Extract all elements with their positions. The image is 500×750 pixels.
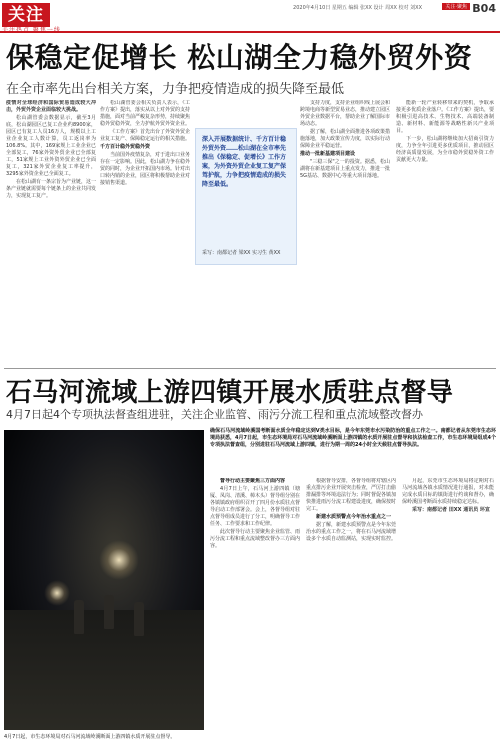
article1-paragraph: 能新一轮产业转移带来的契机，争取承接更多优质企业落户。《工作方案》提出，要积极引进高技术、生物技术、高端装备制造、新材料、新能源等战略性新兴产业项目。 <box>396 100 494 134</box>
article2-column-1 <box>210 478 300 744</box>
photo-flashlight <box>44 580 70 606</box>
article1-column-2 <box>100 100 190 362</box>
article2-paragraph: 根据督导安排，各督导组将对辖区内重点排污企业开展突击检查，严厉打击偷排漏排等环境违法行为；同时督促各镇加快推进雨污分流工程建设进度，确保按时完工。 <box>306 478 396 512</box>
article2-column-3 <box>402 478 494 744</box>
photo-flashlight <box>99 540 139 580</box>
photo-inspector-figure <box>74 600 84 634</box>
article2-lead: 确保石马河流域岭溪国考断面水质全年稳定达到Ⅴ类水目标，是今年东莞市水污染防治的重点工作之一。南都记者从东莞市生态环境局获悉，4月7日起，市生态环境局对石马河流域岭溪断面上游四镇的水质开展驻点督导和执法检查工作，市生态环境局组成4个专项执法督查组，分别进驻石马河流域上游四镇，进行为期一周的24小时全天候驻点督导执法。 <box>210 428 496 448</box>
photo-inspector-figure <box>104 595 114 629</box>
section-tag: 关注·聚焦 <box>442 3 470 10</box>
article-separator <box>4 368 496 369</box>
article1-section-heading: 千方百计稳外贸稳外资 <box>100 144 151 150</box>
article2-photo <box>4 430 204 730</box>
article2-section-heading: 新建水质预警点今年治水重点之一 <box>316 514 392 520</box>
article1-paragraph: 疫情对全球经济和国际贸易造成较大冲击，外贸外资企业面临较大挑战。 <box>6 100 96 113</box>
article1-headline: 保稳定促增长 松山湖全力稳外贸外资 <box>6 41 473 74</box>
article1-paragraph: 松山湖管委会相关负责人表示，《工作方案》提出，落实从以上对外贸的支持措施，面对当前严峻复杂形势，持续聚焦稳外贸稳外资，全力护航外贸外资企业。 <box>100 100 190 127</box>
article2-column-2 <box>306 478 396 744</box>
article2-paragraph: 4月7日上午，石马河上游四镇（塘厦、凤岗、清溪、樟木头）督导组分别在各镇镇政府组织召开了四月份水质驻点督导启动工作部署会。会上，各督导组对驻点督导组成员进行了分工，明确督导工作任务、工作要求和工作纪律。 <box>210 486 300 527</box>
article1-column-3 <box>300 100 390 362</box>
article1-paragraph: 《工作方案》首先出台了外资外贸企业复工复产、保障稳定运行的相关措施。 <box>100 129 190 142</box>
article1-paragraph: "三稳三保"之一的投资。据悉，松山湖将在新基建项目上重点发力，推进一批5G基站、数据中心等重大项目落地。 <box>300 159 390 179</box>
sidebar-credit: 采写：南都记者 梁XX 实习生 黄XX <box>202 250 281 256</box>
article2-section-heading: 督导行动主要聚焦三方面内容 <box>220 478 286 484</box>
article1-column-1 <box>6 100 96 362</box>
article2-headline: 石马河流域上游四镇开展水质驻点督导 <box>6 378 454 408</box>
article1-paragraph: 支持力度，支持企业组织线上展会和跨境电商等新型贸易业态，推动建立园区外贸企业数据平台，帮助企业了解国际市场动态。 <box>300 100 390 127</box>
article1-paragraph: 下一步，松山湖将继续加大招商引资力度，力争全年引进更多优质项目，推动园区经济高质量发展，为全市稳外贸稳外资工作贡献更大力量。 <box>396 136 494 163</box>
article2-paragraph: 据了解，新建水质预警点是今年东莞治水的重点工作之一，将在石马河流域增设多个水质自动监测站，实现实时监控。 <box>306 522 396 542</box>
article1-paragraph: 在松山湖有一条宗旨为产业链，这一条产业链就需要每个链条上的企业共同发力，实现复工复产。 <box>6 179 96 199</box>
article1-paragraph: 松山湖管委会数据显示，截至3月底，松山湖园区已复工企业约8900家，园区已有复工人员16万人，规模以上工业企业复工人数计算，员工返岗率为106.8%。其中，169家规上工业企业已全部复工，76家外资外贸企业已全部复工，51家规上工业外资外贸企业已全面复工，321家外贸企业复工率提升，3295家外资企业已全面复工。 <box>6 115 96 177</box>
photo-inspector-figure <box>134 602 144 636</box>
page-header <box>0 0 500 32</box>
article1-section-heading: 推动一批新基建项目建设 <box>300 151 356 157</box>
article2-subheadline: 4月7日起4个专项执法督查组进驻，关注企业监管、雨污分流工程和重点流域整改督办 <box>6 408 423 421</box>
article2-paragraph: 月起，东莞市生态环境局将定期对石马河流域各镇水质情况进行通报，对未能完成水质目标的镇街进行约谈和督办，确保岭溪国考断面水质持续稳定达标。 <box>402 478 494 505</box>
sidebar-summary: 深入开展数据统计、千方百计稳外贸外资……松山湖在全市率先推出《保稳定、促增长》工作方案，为外资外贸企业复工复产保驾护航，力争把疫情造成的损失降至最低。 <box>202 136 287 188</box>
section-brand: 关注 <box>2 3 50 27</box>
article2-credit: 采写：南都记者 田XX 通讯员 环宣 <box>412 507 490 513</box>
photo-caption: 4月7日起，市生态环境局对石马河流域岭溪断面上游四镇水质开展驻点督导。 <box>4 734 176 740</box>
article1-column-4 <box>396 100 494 362</box>
page-number: B04 <box>472 2 496 15</box>
article1-paragraph: 据了解，松山湖全面推进各项政策措施落地，加大政策宣传力度，以实际行动保障企业平稳运营。 <box>300 129 390 149</box>
article2-paragraph: 此次督导行动主要聚焦企业监管、雨污分流工程和重点流域整改督办三方面内容。 <box>210 529 300 549</box>
header-rule <box>0 31 500 33</box>
article1-subheadline: 在全市率先出台相关方案，力争把疫情造成的损失降至最低 <box>6 82 345 97</box>
article1-paragraph: 当前国外疫情复杂，对于进出口业务存在一定影响。因此，松山湖力争在稳外贸的同时，为企业开拓国内市场。针对出口转内销的企业，园区将积极帮助企业对接销售渠道。 <box>100 152 190 186</box>
issue-meta: 2020年4月10日 星期五 编辑 张XX 设计 周XX 校对 刘XX <box>293 5 422 11</box>
article1-sidebar-box <box>195 128 297 265</box>
